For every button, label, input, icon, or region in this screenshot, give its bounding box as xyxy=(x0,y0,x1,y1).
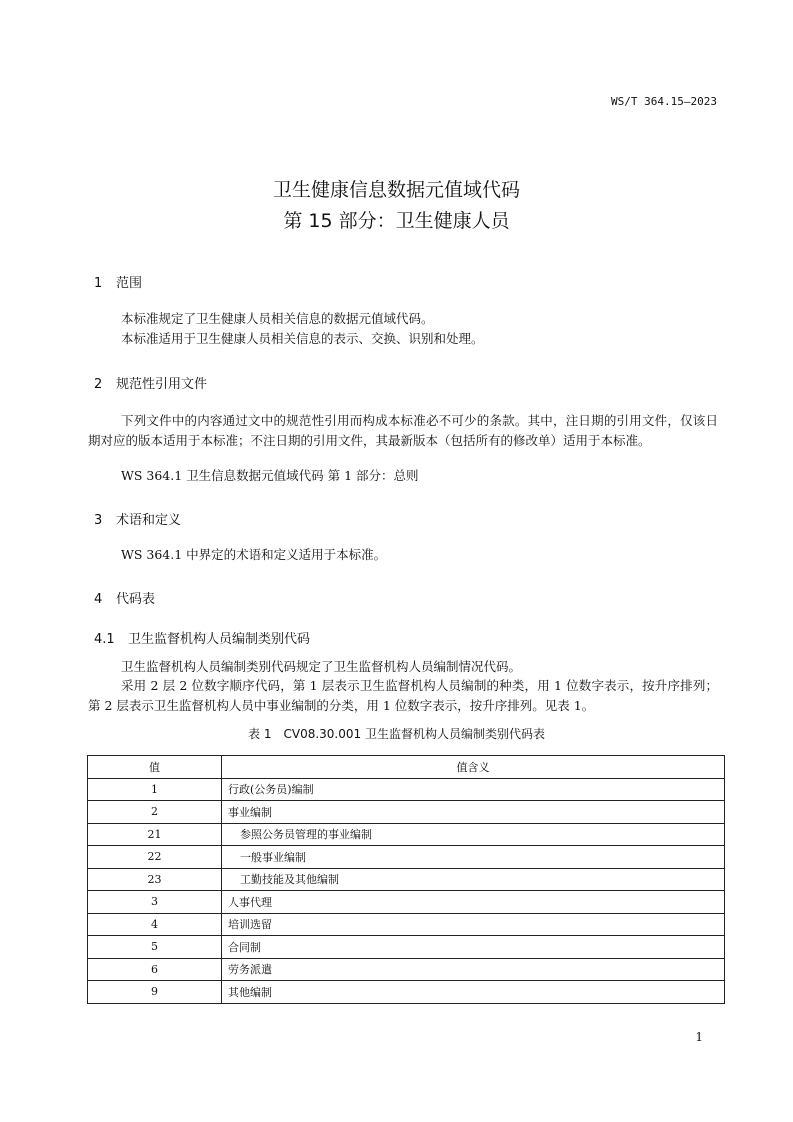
value-column-header: 值 xyxy=(88,756,222,779)
code-meaning: 其他编制 xyxy=(222,981,725,1004)
table-row xyxy=(88,778,725,801)
code-value: 1 xyxy=(88,778,222,801)
code-value: 23 xyxy=(88,868,222,891)
table-header-row xyxy=(88,756,725,779)
code-table xyxy=(87,755,725,1004)
code-meaning: 一般事业编制 xyxy=(222,846,725,869)
section-number: 4.1 xyxy=(94,632,115,647)
section-title: 范围 xyxy=(116,276,143,291)
code-value: 4 xyxy=(88,913,222,936)
section-3-paragraph-1: WS 364.1 中界定的术语和定义适用于本标准。 xyxy=(121,547,387,562)
table-row xyxy=(88,936,725,959)
table-caption: 表 1 CV08.30.001 卫生监督机构人员编制类别代码表 xyxy=(248,727,545,741)
table-row xyxy=(88,823,725,846)
section-4-1-heading xyxy=(94,628,310,647)
code-value: 6 xyxy=(88,958,222,981)
section-number: 1 xyxy=(94,276,103,291)
code-meaning: 人事代理 xyxy=(222,891,725,914)
section-number: 3 xyxy=(94,513,103,528)
section-number: 2 xyxy=(94,377,103,392)
code-value: 22 xyxy=(88,846,222,869)
meaning-column-header: 值含义 xyxy=(222,756,725,779)
section-1-paragraph-2: 本标准适用于卫生健康人员相关信息的表示、交换、识别和处理。 xyxy=(121,331,484,346)
document-subtitle: 第 15 部分：卫生健康人员 xyxy=(283,210,510,232)
table-row xyxy=(88,846,725,869)
code-meaning: 行政(公务员)编制 xyxy=(222,778,725,801)
code-meaning: 劳务派遣 xyxy=(222,958,725,981)
section-2-heading xyxy=(94,373,207,392)
section-number: 4 xyxy=(94,592,103,607)
code-value: 5 xyxy=(88,936,222,959)
standard-code: WS/T 364.15—2023 xyxy=(611,95,717,108)
table-row xyxy=(88,981,725,1004)
section-title: 规范性引用文件 xyxy=(116,377,208,392)
code-meaning: 参照公务员管理的事业编制 xyxy=(222,823,725,846)
code-value: 2 xyxy=(88,801,222,824)
table-row xyxy=(88,958,725,981)
code-value: 3 xyxy=(88,891,222,914)
section-title: 卫生监督机构人员编制类别代码 xyxy=(128,632,311,647)
code-meaning: 合同制 xyxy=(222,936,725,959)
normative-reference: WS 364.1 卫生信息数据元值域代码 第 1 部分：总则 xyxy=(121,468,419,483)
code-meaning: 培训选留 xyxy=(222,913,725,936)
code-meaning: 事业编制 xyxy=(222,801,725,824)
table-row xyxy=(88,868,725,891)
section-3-heading xyxy=(94,509,181,528)
section-1-heading xyxy=(94,272,142,291)
section-4-1-paragraph-2: 采用 2 层 2 位数字顺序代码，第 1 层表示卫生监督机构人员编制的种类，用 1 位数字表示，按升序排列；第 2 层表示卫生监督机构人员中事业编制的分类，用 1 位数字表示，按升序排列。见表 1。 xyxy=(88,678,718,713)
section-4-heading xyxy=(94,588,155,607)
table-row xyxy=(88,801,725,824)
section-title: 代码表 xyxy=(116,592,156,607)
code-value: 9 xyxy=(88,981,222,1004)
document-title: 卫生健康信息数据元值域代码 xyxy=(272,179,520,201)
code-value: 21 xyxy=(88,823,222,846)
section-1-paragraph-1: 本标准规定了卫生健康人员相关信息的数据元值域代码。 xyxy=(121,311,434,326)
section-title: 术语和定义 xyxy=(116,513,182,528)
section-4-1-paragraph-1: 卫生监督机构人员编制类别代码规定了卫生监督机构人员编制情况代码。 xyxy=(121,659,522,674)
table-row xyxy=(88,913,725,936)
page-number: 1 xyxy=(695,1030,703,1044)
table-row xyxy=(88,891,725,914)
code-meaning: 工勤技能及其他编制 xyxy=(222,868,725,891)
section-2-paragraph-1: 下列文件中的内容通过文中的规范性引用而构成本标准必不可少的条款。其中，注日期的引用文件，仅该日期对应的版本适用于本标准；不注日期的引用文件，其最新版本（包括所有的修改单）适用于本标准。 xyxy=(88,413,718,448)
